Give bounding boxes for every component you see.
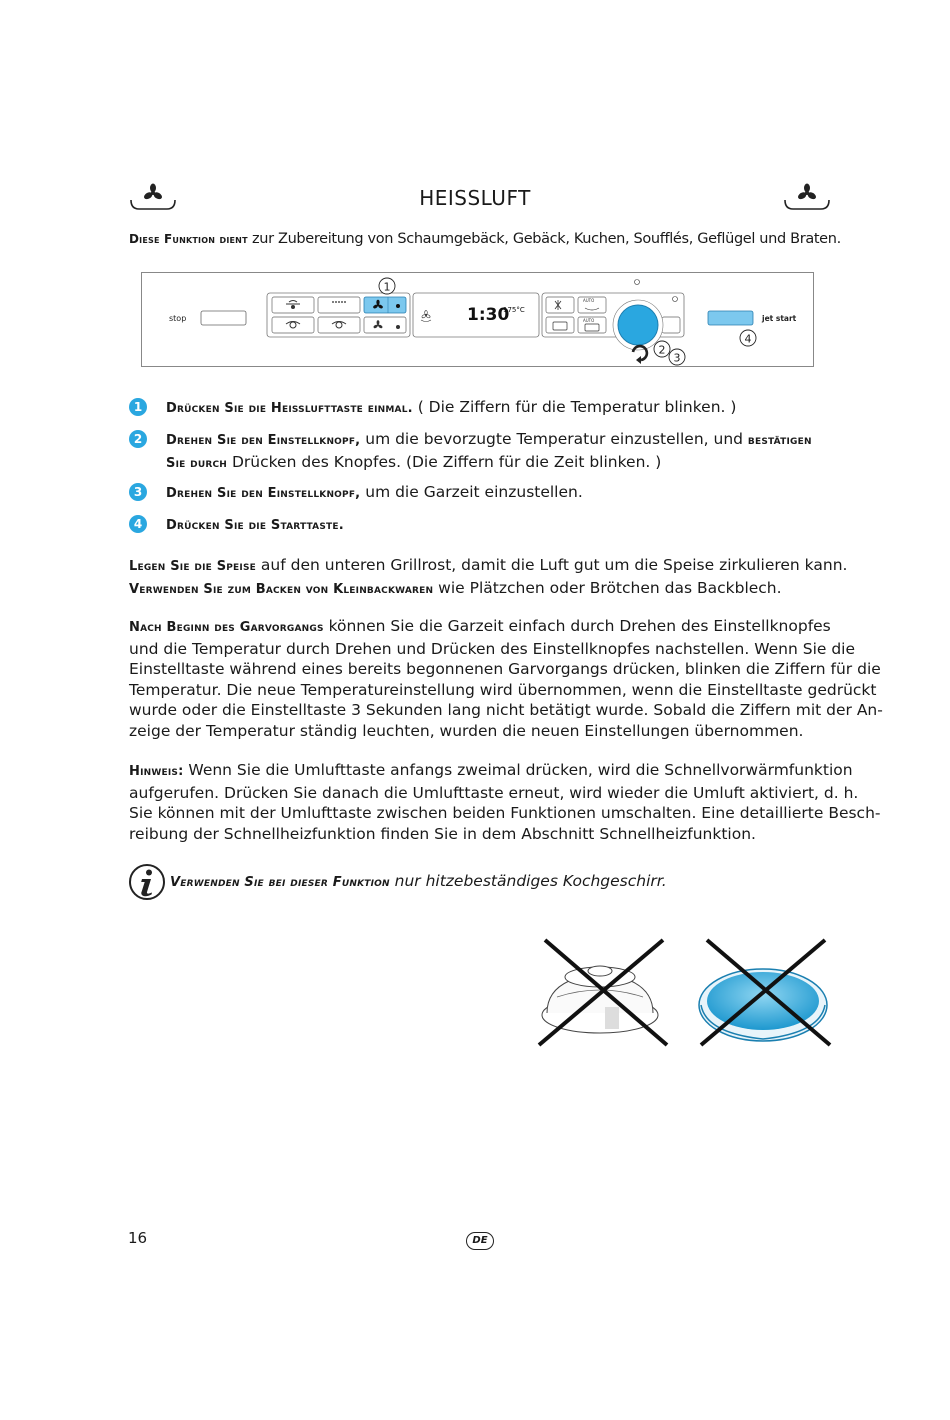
step-body-2: Drücken des Knopfes. (Die Ziffern für die Zeit blinken. ): [227, 452, 662, 471]
crisp-button[interactable]: [546, 317, 574, 333]
para-line: wurde oder die Einstelltaste 3 Sekunden lang nicht betätigt wurde. Sobald die Ziffern mit der An-: [129, 701, 883, 719]
display-temperature: 175°C: [503, 306, 525, 314]
step-number: 1: [129, 398, 147, 416]
para-line: zeige der Temperatur ständig leuchten, wurden die neuen Einstellungen übernommen.: [129, 721, 804, 740]
combi-grill-button[interactable]: [318, 317, 360, 333]
fan-icon-right: [783, 182, 831, 212]
para-line: Einstelltaste während eines bereits begonnenen Garvorgangs drücken, blinken die Ziffern für die: [129, 660, 881, 678]
para-line: Sie können mit der Umlufttaste zwischen beiden Funktionen umschalten. Eine detaillierte Besch-: [129, 804, 881, 822]
callout-1: 1: [383, 280, 391, 294]
step-body: ( Die Ziffern für die Temperatur blinken. ): [412, 398, 737, 416]
step-lead-2: bestätigen Sie durch: [166, 433, 812, 471]
jet-start-button[interactable]: [708, 311, 753, 325]
step-lead: Drücken Sie die Starttaste.: [166, 518, 344, 533]
paragraph-garvorgang: [129, 616, 883, 741]
step-body: um die Garzeit einzustellen.: [360, 483, 583, 501]
step-lead: Drücken Sie die Heisslufttaste einmal.: [166, 401, 413, 416]
intro-body: zur Zubereitung von Schaumgebäck, Gebäck, Kuchen, Soufflés, Geflügel und Braten.: [247, 231, 841, 247]
intro-text: [129, 231, 841, 247]
page-title: HEISSLUFT: [419, 186, 531, 210]
control-panel-illustration: [141, 272, 814, 367]
note-text: [170, 872, 667, 890]
top-grill-button[interactable]: [318, 297, 360, 313]
note-lead: Verwenden Sie bei dieser Funktion: [170, 875, 390, 890]
language-badge: DE: [466, 1232, 494, 1250]
page-number: 16: [128, 1229, 148, 1247]
crossed-bowl-illustration: [695, 935, 835, 1050]
info-icon: [128, 863, 166, 901]
para-lead: Legen Sie die Speise: [129, 559, 256, 574]
step-number: 2: [129, 430, 147, 448]
callout-3: 3: [673, 351, 681, 365]
side-button[interactable]: [662, 317, 680, 333]
defrost-button[interactable]: [272, 317, 314, 333]
para-lead: Nach Beginn des Garvorgangs: [129, 620, 324, 635]
para-line: Temperatur. Die neue Temperatureinstellung wird übernommen, wenn die Einstelltaste gedrückt: [129, 680, 877, 699]
para-body: auf den unteren Grillrost, damit die Luft gut um die Speise zirkulieren kann.: [256, 556, 848, 574]
para-lead: Hinweis:: [129, 764, 184, 779]
auto-label-2: AUTO: [583, 318, 595, 323]
adjust-knob[interactable]: [618, 305, 658, 345]
para-line: Wenn Sie die Umlufttaste anfangs zweimal drücken, wird die Schnellvorwärmfunktion: [183, 761, 853, 779]
para-lead: Verwenden Sie zum Backen von Kleinbackwaren: [129, 581, 434, 597]
note-body: nur hitzebeständiges Kochgeschirr.: [389, 872, 667, 890]
stop-label: stop: [169, 314, 187, 323]
callout-4: 4: [744, 332, 752, 346]
paragraph-hinweis: [129, 760, 881, 844]
para-body: wie Plätzchen oder Brötchen das Backblech.: [433, 578, 782, 597]
combi-fan-button[interactable]: [364, 317, 406, 333]
intro-lead: Diese Funktion dient: [129, 232, 248, 246]
paragraph-speise: [129, 555, 848, 600]
jet-start-label: jet start: [762, 314, 797, 323]
para-line: aufgerufen. Drücken Sie danach die Umlufttaste erneut, wird wieder die Umluft aktiviert, d. h.: [129, 783, 859, 802]
callout-2: 2: [658, 343, 666, 357]
step-number: 3: [129, 483, 147, 501]
step-number: 4: [129, 515, 147, 533]
para-line: können Sie die Garzeit einfach durch Drehen des Einstellknopfes: [323, 617, 831, 635]
step-body: um die bevorzugte Temperatur einzustellen, und: [360, 430, 748, 448]
para-line: reibung der Schnellheizfunktion finden Sie in dem Abschnitt Schnellheizfunktion.: [129, 824, 756, 843]
step-lead: Drehen Sie den Einstellknopf,: [166, 486, 361, 501]
defrost-auto-button[interactable]: [546, 297, 574, 313]
crossed-metal-cover-illustration: [535, 935, 670, 1050]
para-line: und die Temperatur durch Drehen und Drücken des Einstellknopfes nachstellen. Wenn Sie die: [129, 639, 856, 658]
display-time: 1:30: [467, 305, 510, 325]
step-lead: Drehen Sie den Einstellknopf,: [166, 433, 361, 448]
stop-button[interactable]: [201, 311, 246, 325]
auto-label-1: AUTO: [583, 298, 595, 303]
